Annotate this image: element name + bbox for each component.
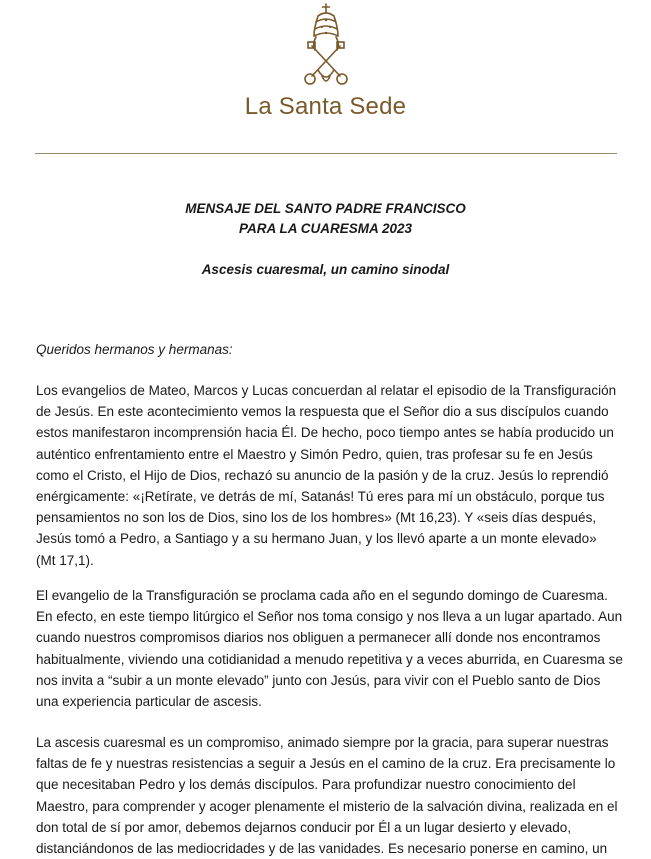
site-brand-title[interactable]: La Santa Sede xyxy=(244,93,407,120)
logo-container xyxy=(0,2,651,93)
document-title-line: PARA LA CUARESMA 2023 xyxy=(238,221,413,236)
paragraph-line: En efecto, en este tiempo litúrgico el Señor nos toma consigo y nos lleva a un lugar apartado. Aun xyxy=(36,609,623,625)
paragraph-line: Los evangelios de Mateo, Marcos y Lucas concuerdan al relatar el episodio de la Transfiguración xyxy=(36,383,617,398)
paragraph-line: Maestro, para comprender y acoger plenamente el misterio de la salvación divina, realizada en el xyxy=(36,798,618,814)
paragraph-2 xyxy=(36,585,623,712)
paragraph-line: El evangelio de la Transfiguración se proclama cada año en el segundo domingo de Cuaresma. xyxy=(36,588,608,603)
paragraph-line: cuando nuestros compromisos diarios nos obliguen a permanecer allí donde nos encontramos xyxy=(36,630,601,646)
paragraph-line: pensamientos no son los de Dios, sino los de los hombres» (Mt 16,23). Y «seis días después, xyxy=(36,510,597,526)
paragraph-line: (Mt 17,1). xyxy=(36,552,94,568)
document-title xyxy=(0,199,651,239)
document-subtitle: Ascesis cuaresmal, un camino sinodal xyxy=(201,262,450,277)
paragraph-line: La ascesis cuaresmal es un compromiso, animado siempre por la gracia, para superar nuestras xyxy=(36,735,609,750)
paragraph-line: que necesitaban Pedro y los demás discípulos. Para profundizar nuestro conocimiento del xyxy=(36,777,576,793)
paragraph-line: una experiencia particular de ascesis. xyxy=(36,694,262,710)
paragraph-line: de Jesús. En este acontecimiento vemos la respuesta que el Señor dio a sus discípulos cuando xyxy=(36,404,609,420)
paragraph-line: faltas de fe y nuestras resistencias a seguir a Jesús en el camino de la cruz. Era precisamente lo xyxy=(36,756,616,772)
paragraph-line: habitualmente, viviendo una cotidianidad a menudo repetitiva y a veces aburrida, en Cuaresma se xyxy=(36,651,623,667)
paragraph-line: Jesús tomó a Pedro, a Santiago y a su hermano Juan, y los llevó aparte a un monte elevado» xyxy=(36,531,597,547)
document-title-line: MENSAJE DEL SANTO PADRE FRANCISCO xyxy=(185,201,466,216)
paragraph-line: como el Cristo, el Hijo de Dios, rechazó su anuncio de la pasión y de la cruz. Jesús lo reprendió xyxy=(36,467,609,483)
paragraph-line: estos manifestaron incomprensión hacia Él. De hecho, poco tiempo antes se había producido un xyxy=(36,425,614,441)
greeting: Queridos hermanos y hermanas: xyxy=(36,342,233,357)
paragraph-3 xyxy=(36,732,616,859)
paragraph-line: nos invita a “subir a un monte elevado” junto con Jesús, para vivir con el Pueblo santo de Dios xyxy=(36,672,601,688)
paragraph-line: enérgicamente: «¡Retírate, ve detrás de mí, Satanás! Tú eres para mí un obstáculo, porque tus xyxy=(36,489,605,505)
paragraph-line: distanciándonos de las mediocridades y de las vanidades. Es necesario ponerse en camino, un xyxy=(36,841,608,857)
papal-keys-tiara-icon xyxy=(298,2,354,88)
paragraph-1 xyxy=(36,380,616,571)
header-divider xyxy=(35,153,617,154)
paragraph-line: auténtico enfrentamiento entre el Maestro y Simón Pedro, quien, tras profesar su fe en Jesús xyxy=(36,446,593,462)
paragraph-line: don total de sí por amor, debemos dejarnos conducir por Él a un lugar desierto y elevado, xyxy=(36,819,572,835)
